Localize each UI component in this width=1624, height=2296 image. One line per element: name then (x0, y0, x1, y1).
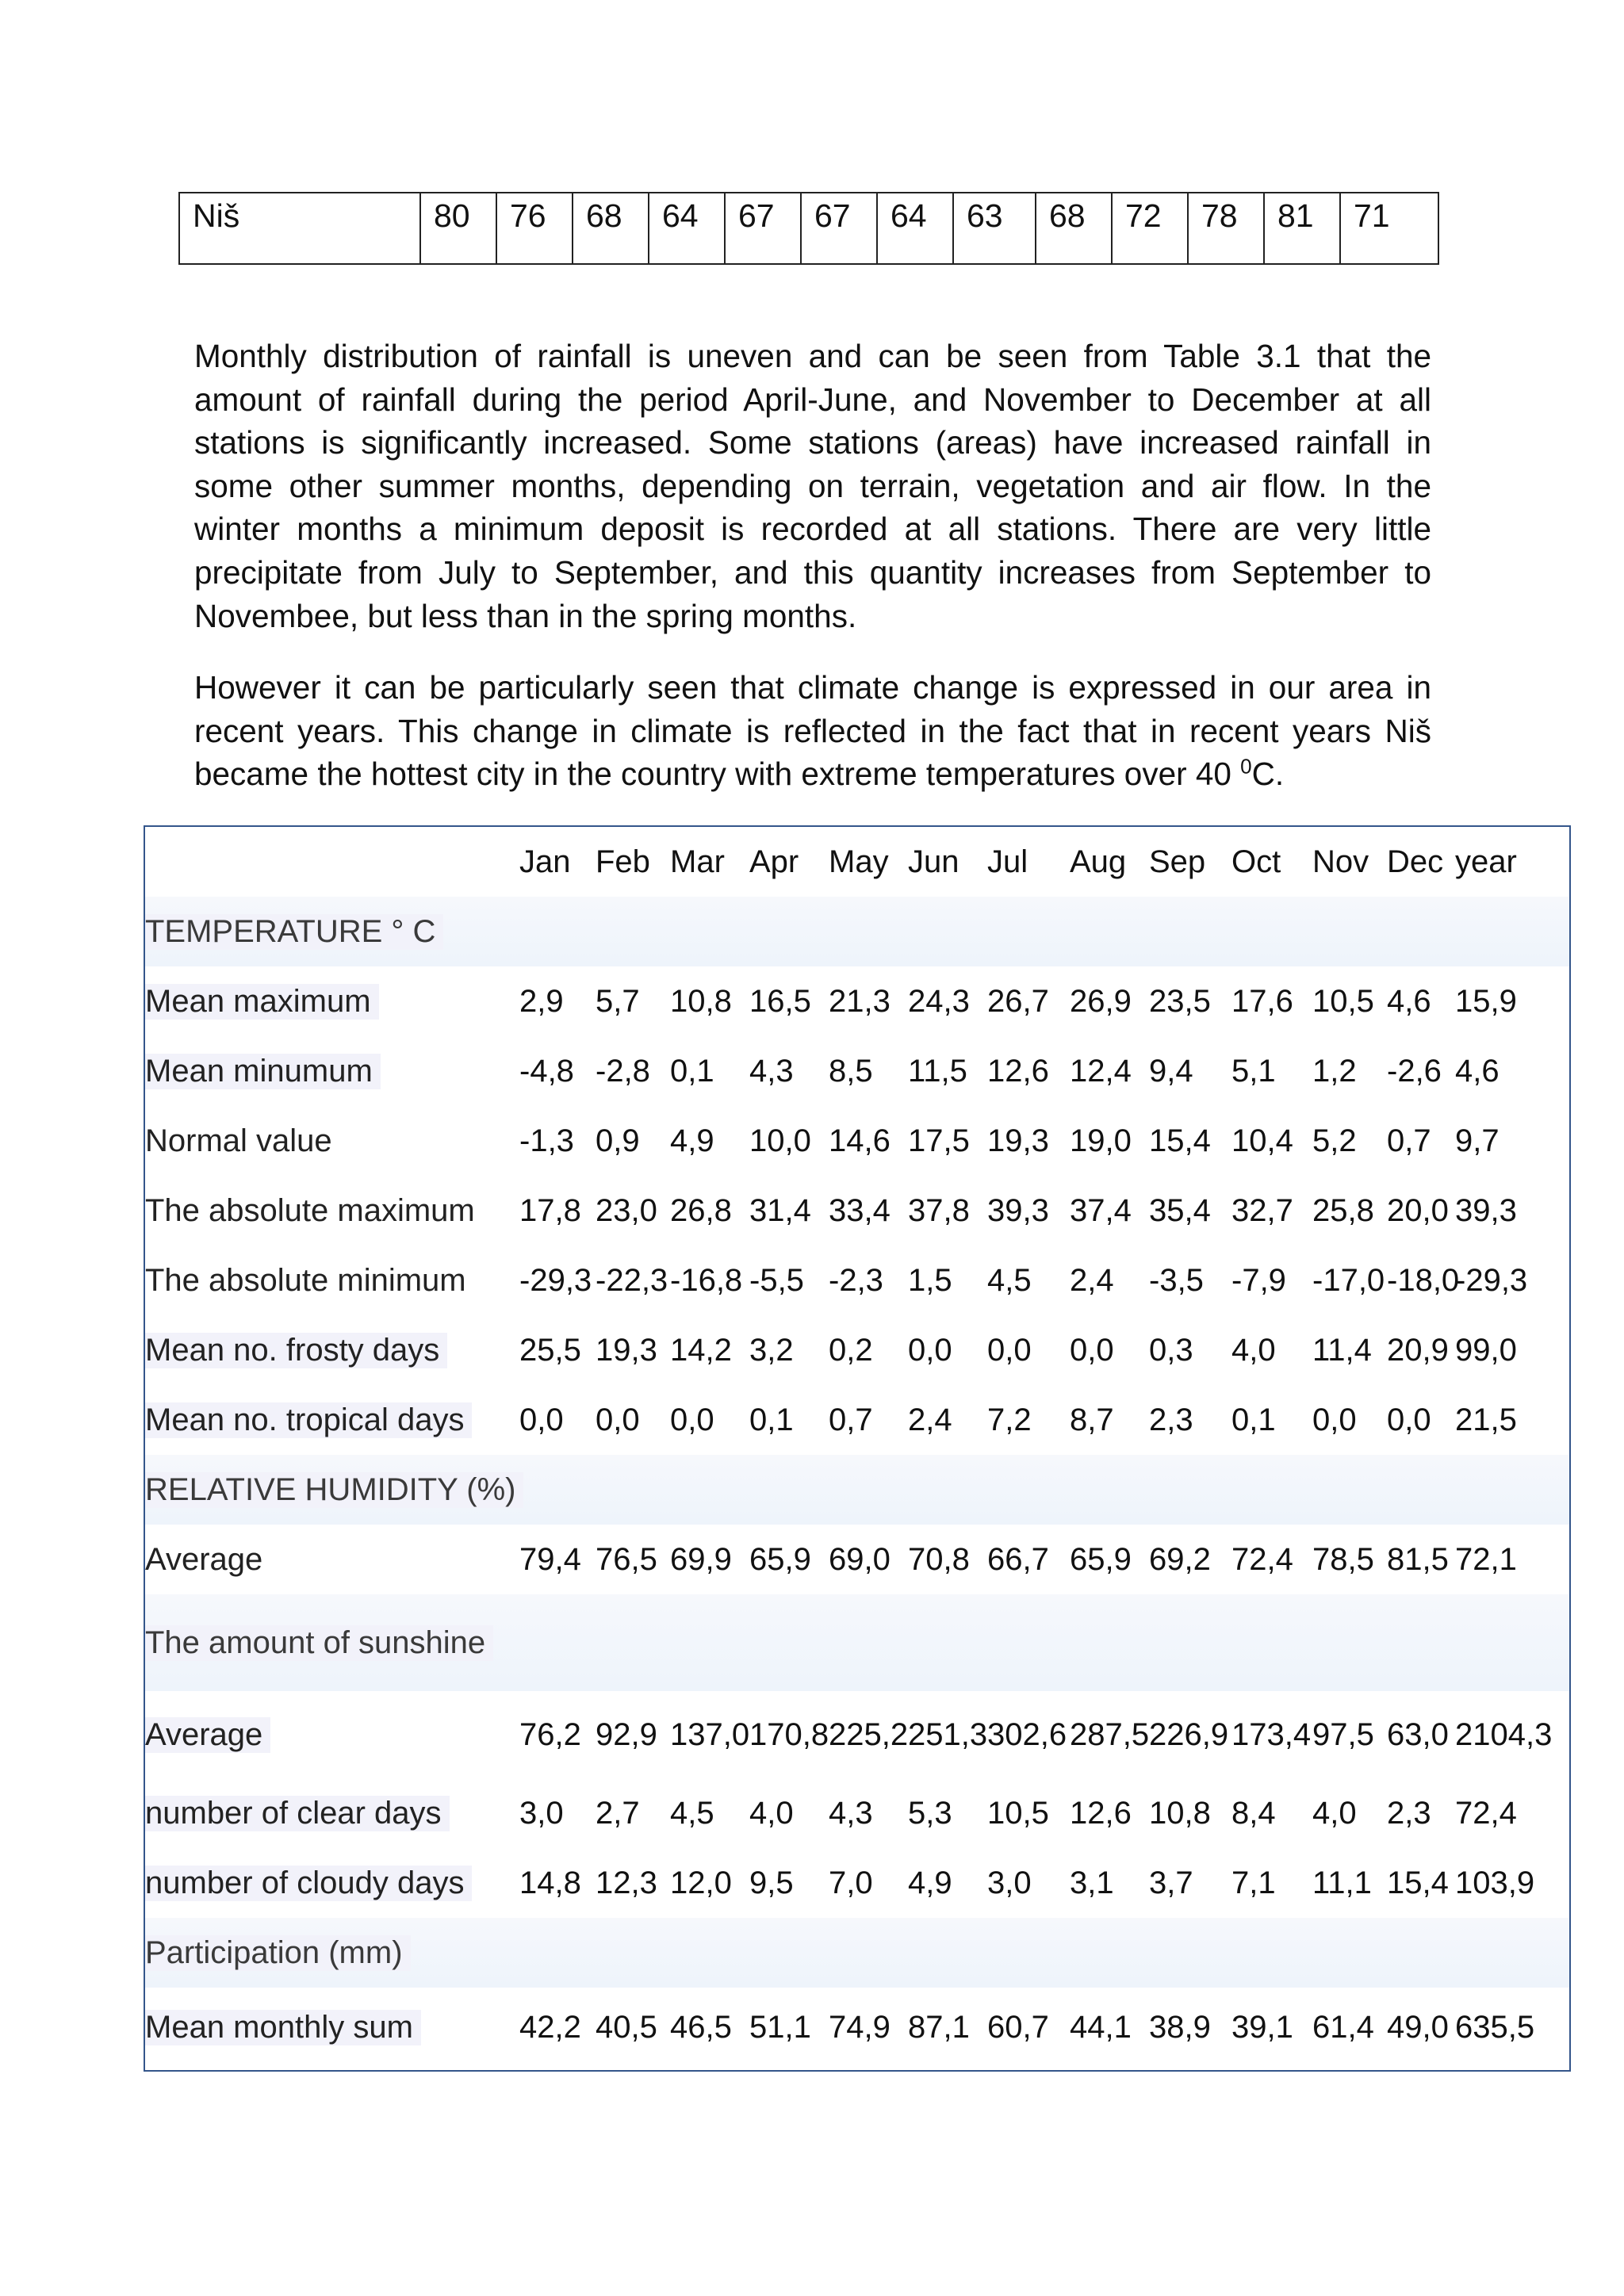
table-cell: 49,0 (1387, 2010, 1449, 2045)
table-cell: -4,8 (519, 1054, 574, 1089)
section-label (145, 1594, 493, 1691)
table-cell: 40,5 (596, 2010, 657, 2045)
table-cell: 87,1 (908, 2010, 970, 2045)
table-cell: 76,5 (596, 1542, 657, 1577)
table-cell: 8,5 (829, 1054, 873, 1089)
column-header: Aug (1070, 844, 1127, 879)
section-label (145, 1455, 523, 1525)
paragraph-text: However it can be particularly seen that climate change is expressed in our area in recent years. This change in climate is reflected in the fact that in recent years Niš became the hottest city in the country with extreme temperatures over 40 (194, 669, 1431, 793)
table-cell: 26,7 (987, 984, 1049, 1019)
table-row (145, 1385, 1569, 1455)
station-name: Niš (179, 193, 420, 264)
table-cell: 9,7 (1455, 1123, 1500, 1158)
table-cell: 20,0 (1387, 1193, 1449, 1228)
table-cell: 78 (1188, 193, 1264, 264)
row-label-text: Participation (mm) (145, 1935, 411, 1971)
table-cell: 64 (649, 193, 725, 264)
table-cell: 12,6 (987, 1054, 1049, 1089)
table-cell: 21,5 (1455, 1402, 1517, 1437)
column-header: Nov (1312, 844, 1369, 879)
column-header: May (829, 844, 889, 879)
table-cell: 1,2 (1312, 1054, 1357, 1089)
table-cell: 65,9 (749, 1542, 811, 1577)
table-cell: 19,3 (596, 1333, 657, 1368)
table-row (145, 1176, 1569, 1246)
row-label-text: Mean monthly sum (145, 2010, 421, 2045)
row-label (145, 1988, 421, 2067)
table-cell: 76,2 (519, 1717, 581, 1752)
table-cell: -29,3 (519, 1263, 592, 1298)
table-row (145, 1988, 1569, 2067)
table-cell: 69,9 (670, 1542, 732, 1577)
column-header: year (1455, 844, 1517, 879)
table-cell: 68 (573, 193, 649, 264)
row-label-text: Normal value (145, 1123, 332, 1158)
table-cell: 5,2 (1312, 1123, 1357, 1158)
table-cell: 23,0 (596, 1193, 657, 1228)
table-cell: 63,0 (1387, 1717, 1449, 1752)
table-cell: 10,5 (1312, 984, 1374, 1019)
table-cell: 9,5 (749, 1866, 794, 1900)
table-cell: 10,8 (670, 984, 732, 1019)
table-cell: 39,3 (1455, 1193, 1517, 1228)
table-cell: -5,5 (749, 1263, 804, 1298)
table-cell: 81 (1264, 193, 1340, 264)
row-label (145, 1176, 475, 1246)
table-cell: -1,3 (519, 1123, 574, 1158)
table-cell: 17,5 (908, 1123, 970, 1158)
station-humidity-table (178, 192, 1439, 265)
table-cell: 7,1 (1231, 1866, 1276, 1900)
table-cell: 3,2 (749, 1333, 794, 1368)
table-cell: 0,0 (670, 1402, 714, 1437)
table-cell: 69,2 (1149, 1542, 1211, 1577)
table-cell: 68 (1036, 193, 1112, 264)
table-cell: 4,6 (1455, 1054, 1500, 1089)
table-cell: 4,3 (749, 1054, 794, 1089)
table-cell: 32,7 (1231, 1193, 1293, 1228)
table-cell: 11,5 (908, 1054, 967, 1089)
table-cell: 26,9 (1070, 984, 1132, 1019)
table-cell: 0,0 (1070, 1333, 1114, 1368)
table-cell: 35,4 (1149, 1193, 1211, 1228)
row-label-text: The absolute maximum (145, 1192, 475, 1228)
table-cell: 11,1 (1312, 1866, 1372, 1900)
table-cell: 0,2 (829, 1333, 873, 1368)
table-row (145, 1106, 1569, 1176)
table-row (145, 1691, 1569, 1778)
row-label (145, 1525, 262, 1594)
table-cell: 635,5 (1455, 2010, 1535, 2045)
row-label (145, 1106, 332, 1176)
table-cell: 170,8 (749, 1717, 829, 1752)
table-cell: 2,4 (908, 1402, 952, 1437)
table-cell: 14,6 (829, 1123, 891, 1158)
table-cell: 99,0 (1455, 1333, 1517, 1368)
table-cell: 60,7 (987, 2010, 1049, 2045)
row-label (145, 1385, 472, 1455)
table-cell: -2,6 (1387, 1054, 1442, 1089)
table-cell: 225,2 (829, 1717, 909, 1752)
table-cell: 38,9 (1149, 2010, 1211, 2045)
table-cell: 17,8 (519, 1193, 581, 1228)
table-cell: 15,4 (1149, 1123, 1211, 1158)
table-cell: 42,2 (519, 2010, 581, 2045)
column-header: Oct (1231, 844, 1281, 879)
table-cell: 72,4 (1455, 1796, 1517, 1831)
table-cell: 173,4 (1231, 1717, 1312, 1752)
table-cell: 31,4 (749, 1193, 811, 1228)
table-cell: 8,4 (1231, 1796, 1276, 1831)
table-cell: 4,5 (987, 1263, 1032, 1298)
table-cell: 0,0 (987, 1333, 1032, 1368)
table-cell: 97,5 (1312, 1717, 1374, 1752)
table-cell: 19,0 (1070, 1123, 1132, 1158)
table-cell: 11,4 (1312, 1333, 1372, 1368)
table-cell: 14,2 (670, 1333, 732, 1368)
table-cell: 44,1 (1070, 2010, 1132, 2045)
column-header: Jun (908, 844, 959, 879)
table-header-row (145, 827, 1569, 897)
table-cell: 0,0 (596, 1402, 640, 1437)
section-label (145, 897, 443, 966)
table-cell: 15,9 (1455, 984, 1517, 1019)
column-header: Apr (749, 844, 799, 879)
table-cell: 21,3 (829, 984, 891, 1019)
table-cell: 7,0 (829, 1866, 873, 1900)
table-cell: 3,7 (1149, 1866, 1193, 1900)
row-label-text: Average (145, 1717, 270, 1753)
table-cell: 70,8 (908, 1542, 970, 1577)
section-header-row (145, 897, 1569, 966)
table-cell: 10,0 (749, 1123, 811, 1158)
row-label-text: RELATIVE HUMIDITY (%) (145, 1472, 523, 1508)
table-cell: -22,3 (596, 1263, 668, 1298)
table-cell: 2,4 (1070, 1263, 1114, 1298)
section-header-row (145, 1455, 1569, 1525)
table-cell: 0,1 (670, 1054, 714, 1089)
table-cell: 3,0 (987, 1866, 1032, 1900)
table-cell: 287,5 (1070, 1717, 1150, 1752)
row-label-text: Mean minumum (145, 1054, 381, 1089)
table-cell: 8,7 (1070, 1402, 1114, 1437)
table-cell: 46,5 (670, 2010, 732, 2045)
table-cell: 65,9 (1070, 1542, 1132, 1577)
table-cell: 10,4 (1231, 1123, 1293, 1158)
table-cell: 4,0 (1231, 1333, 1276, 1368)
table-cell: 26,8 (670, 1193, 732, 1228)
table-cell: 0,0 (1387, 1402, 1431, 1437)
table-cell: 2,3 (1387, 1796, 1431, 1831)
row-label-text: number of clear days (145, 1796, 450, 1831)
table-row (145, 1778, 1569, 1848)
table-cell: 23,5 (1149, 984, 1211, 1019)
row-label-text: The absolute minimum (145, 1262, 466, 1298)
table-cell: 37,4 (1070, 1193, 1132, 1228)
row-label (145, 1778, 450, 1848)
table-cell: 20,9 (1387, 1333, 1449, 1368)
table-cell: 4,3 (829, 1796, 873, 1831)
table-cell: -18,0 (1387, 1263, 1460, 1298)
row-label-text: Mean no. frosty days (145, 1333, 447, 1368)
row-label-text: The amount of sunshine (145, 1625, 493, 1661)
table-cell: 80 (420, 193, 496, 264)
table-cell: 9,4 (1149, 1054, 1193, 1089)
table-cell: 2,3 (1149, 1402, 1193, 1437)
row-label-text: Mean no. tropical days (145, 1402, 472, 1438)
table-cell: 302,6 (987, 1717, 1067, 1752)
table-cell: 4,5 (670, 1796, 714, 1831)
table-cell: 4,0 (749, 1796, 794, 1831)
table-cell: 14,8 (519, 1866, 581, 1900)
table-cell: 78,5 (1312, 1542, 1374, 1577)
table-cell: 19,3 (987, 1123, 1049, 1158)
table-cell: -7,9 (1231, 1263, 1286, 1298)
table-cell: 69,0 (829, 1542, 891, 1577)
table-cell: 0,1 (749, 1402, 794, 1437)
table-cell: 67 (801, 193, 877, 264)
table-cell: 74,9 (829, 2010, 891, 2045)
table-cell: 81,5 (1387, 1542, 1449, 1577)
table-row (145, 1036, 1569, 1106)
column-header: Feb (596, 844, 650, 879)
table-cell: 0,0 (908, 1333, 952, 1368)
table-cell: 0,1 (1231, 1402, 1276, 1437)
table-cell: -2,3 (829, 1263, 883, 1298)
row-label-text: TEMPERATURE ° C (145, 914, 443, 950)
table-cell: 226,9 (1149, 1717, 1229, 1752)
column-header: Mar (670, 844, 725, 879)
table-cell: 5,7 (596, 984, 640, 1019)
table-cell: 64 (877, 193, 953, 264)
degree-superscript: 0 (1240, 754, 1252, 779)
table-cell: 3,1 (1070, 1866, 1114, 1900)
table-cell: 10,8 (1149, 1796, 1211, 1831)
table-cell: 61,4 (1312, 2010, 1374, 2045)
table-cell: 0,3 (1149, 1333, 1193, 1368)
row-label-text: Mean maximum (145, 984, 379, 1020)
table-row (145, 1525, 1569, 1594)
table-cell: 33,4 (829, 1193, 891, 1228)
table-cell: 5,3 (908, 1796, 952, 1831)
row-label-text: Average (145, 1541, 263, 1577)
column-header: Jan (519, 844, 571, 879)
table-cell: 2,9 (519, 984, 564, 1019)
table-cell: 12,3 (596, 1866, 657, 1900)
table-cell: 76 (496, 193, 573, 264)
table-cell: 39,3 (987, 1193, 1049, 1228)
table-cell: 16,5 (749, 984, 811, 1019)
column-header: Sep (1149, 844, 1206, 879)
table-cell: 4,9 (670, 1123, 714, 1158)
table-cell: 1,5 (908, 1263, 952, 1298)
table-cell: -2,8 (596, 1054, 650, 1089)
table-cell: 72,1 (1455, 1542, 1517, 1577)
table-cell: 79,4 (519, 1542, 581, 1577)
table-cell: 72 (1112, 193, 1188, 264)
table-cell: -3,5 (1149, 1263, 1204, 1298)
body-paragraph-climate-change (194, 666, 1431, 796)
table-cell: 0,0 (519, 1402, 564, 1437)
section-header-row (145, 1594, 1569, 1691)
row-label-text: number of cloudy days (145, 1866, 472, 1901)
column-header: Jul (987, 844, 1028, 879)
table-cell: 4,6 (1387, 984, 1431, 1019)
table-cell: 25,8 (1312, 1193, 1374, 1228)
table-cell: 51,1 (749, 2010, 811, 2045)
table-cell: 7,2 (987, 1402, 1032, 1437)
row-label (145, 1848, 472, 1918)
table-row (145, 1315, 1569, 1385)
table-cell: 12,6 (1070, 1796, 1132, 1831)
table-cell: 39,1 (1231, 2010, 1293, 2045)
table-cell: -16,8 (670, 1263, 743, 1298)
table-cell: 5,1 (1231, 1054, 1276, 1089)
climate-table (144, 825, 1571, 2072)
table-row (145, 1848, 1569, 1918)
table-cell: 12,0 (670, 1866, 732, 1900)
table-cell: 92,9 (596, 1717, 657, 1752)
table-cell: 137,0 (670, 1717, 750, 1752)
table-cell: 71 (1340, 193, 1438, 264)
table-cell: 103,9 (1455, 1866, 1535, 1900)
row-label (145, 1691, 270, 1778)
row-label (145, 1315, 447, 1385)
table-cell: 66,7 (987, 1542, 1049, 1577)
section-label (145, 1918, 411, 1988)
row-label (145, 1036, 381, 1106)
table-cell: 63 (953, 193, 1036, 264)
table-cell: 0,0 (1312, 1402, 1357, 1437)
table-row (145, 1246, 1569, 1315)
table-cell: 4,9 (908, 1866, 952, 1900)
table-cell: 0,9 (596, 1123, 640, 1158)
table-cell: 2104,3 (1455, 1717, 1553, 1752)
table-cell: -17,0 (1312, 1263, 1385, 1298)
table-cell: 72,4 (1231, 1542, 1293, 1577)
table-cell: 25,5 (519, 1333, 581, 1368)
row-label (145, 1246, 466, 1315)
table-cell: 17,6 (1231, 984, 1293, 1019)
row-label (145, 966, 379, 1036)
table-cell: -29,3 (1455, 1263, 1528, 1298)
table-cell: 4,0 (1312, 1796, 1357, 1831)
column-header: Dec (1387, 844, 1444, 879)
table-cell: 37,8 (908, 1193, 970, 1228)
table-cell: 3,0 (519, 1796, 564, 1831)
table-cell: 12,4 (1070, 1054, 1132, 1089)
table-row (179, 193, 1438, 264)
section-header-row (145, 1918, 1569, 1988)
paragraph-text-end: C. (1251, 756, 1285, 793)
body-paragraph-rainfall: Monthly distribution of rainfall is uneven and can be seen from Table 3.1 that the amount of rainfall during the period April-June, and November to December at all stations is significantly increased. Some stations (areas) have increased rainfall in some other summer months, depending on terrain, vegetation and air flow. In the winter months a minimum deposit is recorded at all stations. There are very little precipitate from July to September, and this quantity increases from September to Novembee, but less than in the spring months. (194, 338, 1431, 634)
table-cell: 251,3 (908, 1717, 988, 1752)
table-cell: 24,3 (908, 984, 970, 1019)
table-cell: 10,5 (987, 1796, 1049, 1831)
table-cell: 0,7 (1387, 1123, 1431, 1158)
table-cell: 0,7 (829, 1402, 873, 1437)
table-cell: 2,7 (596, 1796, 640, 1831)
table-cell: 15,4 (1387, 1866, 1449, 1900)
table-cell: 67 (725, 193, 801, 264)
table-row (145, 966, 1569, 1036)
